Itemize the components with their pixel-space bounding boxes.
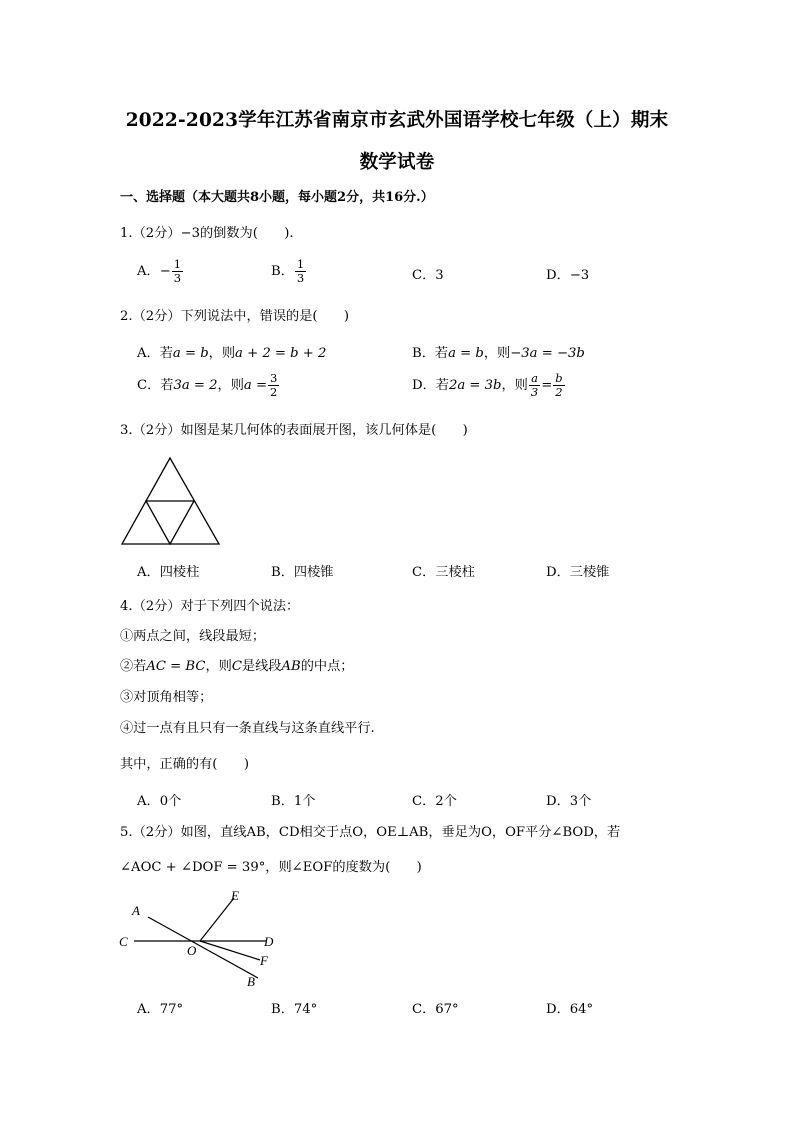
inner-triangle (146, 501, 194, 544)
q3-option-b: B．四棱锥 (271, 565, 334, 580)
q4-statement-2: ②若AC = BC，则C是线段AB的中点； (120, 659, 354, 674)
q4-statement-1: ①两点之间，线段最短； (120, 629, 266, 644)
q5-option-c: C．67° (412, 1002, 459, 1017)
q1-option-b: B． $\frac{1}{3}$ (271, 257, 305, 285)
q1-stem: 1.（2分）−3的倒数为( ). (120, 226, 294, 241)
q4-option-c: C．2个 (412, 794, 457, 809)
label-e: E (231, 888, 239, 903)
q2-option-b: B．若a = b，则−3a = −3b (412, 346, 585, 361)
angle-figure (114, 884, 284, 990)
q3-option-c: C．三棱柱 (412, 565, 475, 580)
q4-ask: 其中，正确的有( ) (120, 757, 249, 772)
q3-option-d: D．三棱锥 (546, 565, 610, 580)
q2-option-d: D．若2a = 3b，则 $\frac{a}{3}$ = $\frac{b}{2}$ (412, 371, 563, 399)
q5-stem-line2: ∠AOC + ∠DOF = 39°，则∠EOF的度数为( ) (120, 860, 422, 875)
q4-statement-3: ③对顶角相等； (120, 690, 213, 705)
q2-option-c: C．若3a = 2，则a = $\frac{3}{2}$ (137, 371, 278, 399)
page-subtitle: 数学试卷 (359, 152, 435, 173)
label-o: O (187, 943, 197, 958)
page-title: 2022-2023学年江苏省南京市玄武外国语学校七年级（上）期末 (125, 110, 669, 131)
q4-option-b: B．1个 (271, 794, 316, 809)
q5-stem-line1: 5.（2分）如图，直线AB，CD相交于点O，OE⊥AB，垂足为O，OF平分∠BOD，若 (120, 825, 621, 840)
q5-option-d: D．64° (546, 1002, 594, 1017)
line-ab (148, 917, 258, 978)
ray-oe (200, 898, 234, 941)
q2-stem: 2.（2分）下列说法中，错误的是( ) (120, 309, 350, 324)
q4-option-a: A．0个 (137, 794, 182, 809)
label-d: D (264, 934, 274, 949)
q4-stem: 4.（2分）对于下列四个说法： (120, 599, 300, 614)
q4-option-d: D．3个 (546, 794, 592, 809)
net-triangle-figure (118, 456, 234, 548)
label-c: C (119, 934, 128, 949)
section-heading: 一、选择题（本大题共8小题，每小题2分，共16分.） (120, 190, 434, 205)
q1-option-d: D．−3 (546, 268, 590, 283)
q2-option-a: A．若a = b，则a + 2 = b + 2 (137, 346, 327, 361)
q1-option-a: A．− $\frac{1}{3}$ (137, 257, 182, 285)
label-b: B (247, 974, 255, 989)
q5-option-b: B．74° (271, 1002, 318, 1017)
label-f: F (260, 953, 268, 968)
q3-option-a: A．四棱柱 (137, 565, 200, 580)
label-a: A (132, 903, 140, 918)
q3-stem: 3.（2分）如图是某几何体的表面展开图，该几何体是( ) (120, 423, 468, 438)
q4-statement-4: ④过一点有且只有一条直线与这条直线平行. (120, 721, 375, 736)
q5-option-a: A．77° (137, 1002, 184, 1017)
q1-option-c: C．3 (412, 268, 444, 283)
